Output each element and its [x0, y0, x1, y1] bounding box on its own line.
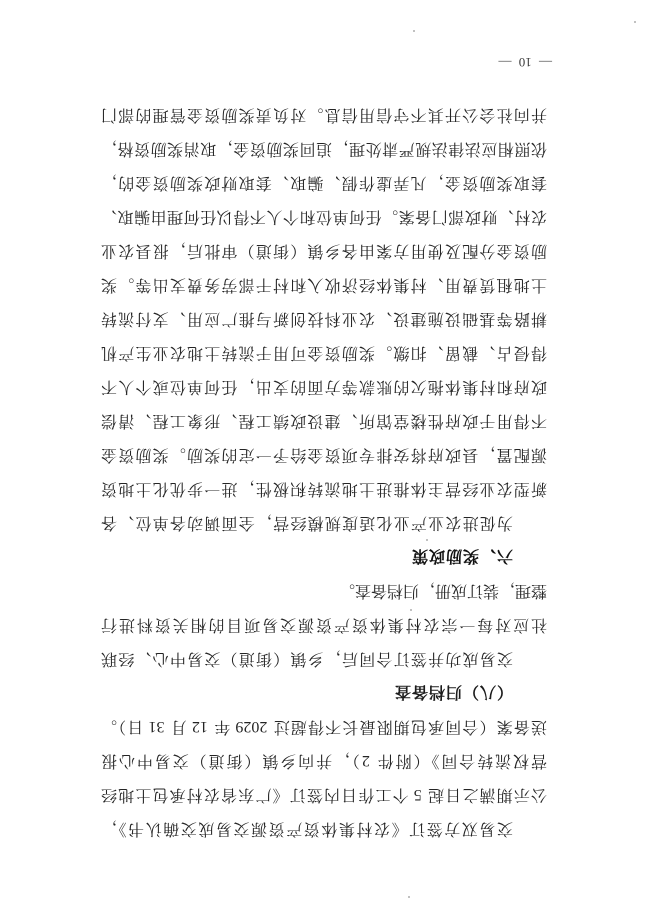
text-line: 送备案（合同承包期限最长不得超过 2029 年 12 月 31 日）。 — [101, 718, 547, 735]
text-line: 交易双方签订《农村集体资产资源交易成交确认书》， — [101, 820, 513, 837]
section-heading-archiving: （八）归档备查 — [393, 683, 513, 702]
scan-speck — [426, 539, 428, 541]
section-heading-reward-policy: 六、奖励政策 — [410, 547, 513, 566]
text-line: 套取奖励资金，凡弄虚作假、骗取、套取财政奖励资金的， — [101, 174, 547, 191]
text-line: 政府和村集体拖欠的账款等方面的支出，任何单位或个人不 — [101, 378, 547, 395]
paragraph-contract-filing — [101, 709, 547, 845]
text-line: 为促进农业产业化适度规模经营，全面调动各单位、各 — [101, 514, 513, 531]
text-line: 得侵占、截留、扣缴。奖励资金可用于流转土地农业生产机 — [101, 344, 547, 361]
document-body — [101, 97, 547, 845]
scan-speck — [410, 609, 412, 611]
text-line: 依照相应法律法规严肃处理，追回奖励资金，取消奖励资格， — [101, 140, 547, 157]
text-line: 励资金分配及使用方案由各乡镇（街道）审批后，报县农业 — [101, 242, 547, 259]
paragraph-archiving — [101, 573, 547, 675]
text-line: 不得用于政府性楼堂馆所、建设政绩工程、形象工程、清偿 — [101, 412, 547, 429]
paragraph-reward-policy — [101, 97, 547, 539]
text-line: 耕路等基础设施建设、农业科技创新与推广应用、支付流转 — [101, 310, 547, 327]
text-line: 公示期满之日起 5 个工作日内签订《广东省农村承包土地经 — [101, 786, 547, 803]
text-line: 土地租赁费用、村集体经济收入和村干部劳务费支出等。奖 — [101, 276, 547, 293]
text-line: 新型农业经营主体推进土地流转积极性，进一步优化土地资 — [101, 480, 547, 497]
scan-speck — [408, 896, 410, 898]
text-line: 社应对每一宗农村集体资产资源交易项目的相关资料进行 — [101, 616, 547, 633]
text-line: 并向社会公开其不守信用信息。对负责奖励资金管理的部门 — [101, 106, 547, 123]
scan-speck — [413, 30, 415, 32]
text-line: 交易成功并签订合同后，乡镇（街道）交易中心、经联 — [101, 650, 513, 667]
text-line: 整理，装订成册，归档备查。 — [338, 582, 547, 599]
text-line: 农村、财政部门备案。任何单位和个人不得以任何理由骗取、 — [101, 208, 547, 225]
scan-speck — [634, 21, 636, 23]
text-line: 营权流转合同》（附件 2），并向乡镇（街道）交易中心报 — [101, 752, 547, 769]
page-number: — 10 — — [498, 55, 552, 70]
text-line: 源配置，县政府将安排专项资金给予一定的奖励。奖励资金 — [101, 446, 547, 463]
